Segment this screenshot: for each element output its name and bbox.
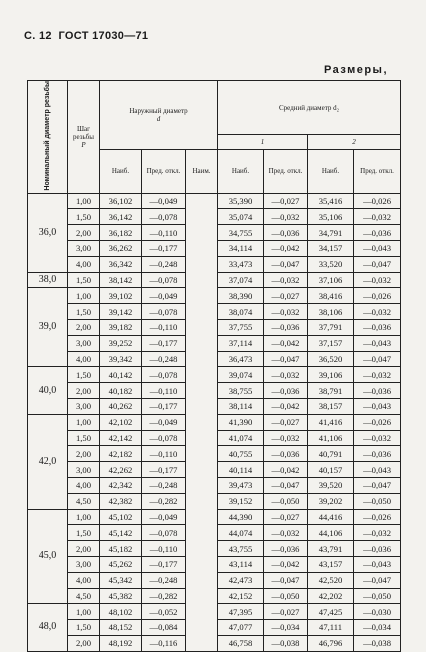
col-pitch-symbol: P [81,140,86,149]
table-row [28,193,401,209]
mid2-max-cell: 39,520 [308,477,354,493]
mid1-dev-cell: —0,032 [264,525,308,541]
pitch-cell: 1,50 [68,304,100,320]
mid2-dev-cell: —0,043 [354,335,401,351]
mid1-max-cell: 40,114 [218,462,264,478]
mid2-max-cell: 42,520 [308,572,354,588]
mid2-dev-cell: —0,026 [354,414,401,430]
mid2-max-cell: 38,791 [308,383,354,399]
col-mid2-max: Наиб. [308,149,354,193]
table-row [28,367,401,383]
mid2-dev-cell: —0,034 [354,620,401,636]
mid2-max-cell: 38,157 [308,398,354,414]
outer-min-cell [186,446,218,462]
pitch-cell: 3,00 [68,240,100,256]
col-outer-max: Наиб. [100,149,142,193]
mid2-max-cell: 39,106 [308,367,354,383]
nominal-diameter-cell: 45,0 [28,509,68,604]
table-row [28,588,401,604]
outer-max-cell: 42,262 [100,462,142,478]
outer-min-cell [186,398,218,414]
outer-min-cell [186,288,218,304]
nominal-diameter-cell: 42,0 [28,414,68,509]
mid2-max-cell: 42,202 [308,588,354,604]
mid2-dev-cell: —0,043 [354,240,401,256]
outer-dev-cell: —0,049 [142,509,186,525]
mid2-max-cell: 41,106 [308,430,354,446]
mid1-dev-cell: —0,050 [264,493,308,509]
mid1-max-cell: 37,755 [218,319,264,335]
mid2-dev-cell: —0,043 [354,556,401,572]
table-row [28,272,401,288]
outer-max-cell: 48,152 [100,620,142,636]
mid2-max-cell: 46,796 [308,635,354,651]
table-row [28,620,401,636]
mid2-max-cell: 37,157 [308,335,354,351]
outer-dev-cell: —0,078 [142,430,186,446]
mid1-max-cell: 35,390 [218,193,264,209]
mid2-dev-cell: —0,043 [354,462,401,478]
pitch-cell: 2,00 [68,383,100,399]
outer-dev-cell: —0,078 [142,367,186,383]
outer-min-cell [186,556,218,572]
mid2-max-cell: 40,157 [308,462,354,478]
outer-group-label: Наружный диаметр [129,106,188,115]
dimensions-table [27,80,401,652]
mid2-max-cell: 34,157 [308,240,354,256]
mid1-max-cell: 42,473 [218,572,264,588]
nominal-diameter-cell: 36,0 [28,193,68,272]
outer-min-cell [186,477,218,493]
outer-dev-cell: —0,248 [142,477,186,493]
outer-max-cell: 48,102 [100,604,142,620]
table-row [28,493,401,509]
outer-dev-cell: —0,078 [142,272,186,288]
pitch-cell: 3,00 [68,398,100,414]
nominal-diameter-cell: 48,0 [28,604,68,651]
outer-min-cell [186,225,218,241]
pitch-cell: 1,00 [68,414,100,430]
table-row [28,572,401,588]
col-outer-dev: Пред. откл. [142,149,186,193]
table-row [28,351,401,367]
mid2-dev-cell: —0,032 [354,367,401,383]
mid2-max-cell: 41,416 [308,414,354,430]
mid2-dev-cell: —0,036 [354,225,401,241]
outer-dev-cell: —0,177 [142,335,186,351]
mid1-max-cell: 34,755 [218,225,264,241]
mid2-max-cell: 37,106 [308,272,354,288]
mid1-dev-cell: —0,042 [264,240,308,256]
table-row [28,304,401,320]
outer-dev-cell: —0,049 [142,414,186,430]
outer-min-cell [186,193,218,209]
table-row [28,604,401,620]
table-row [28,256,401,272]
pitch-cell: 4,00 [68,477,100,493]
outer-dev-cell: —0,110 [142,446,186,462]
outer-min-cell [186,588,218,604]
outer-dev-cell: —0,049 [142,288,186,304]
mid1-dev-cell: —0,047 [264,572,308,588]
outer-min-cell [186,367,218,383]
mid1-max-cell: 38,074 [218,304,264,320]
mid1-max-cell: 47,077 [218,620,264,636]
outer-min-cell [186,256,218,272]
col-pitch-line1: Шаг [76,124,91,133]
mid1-max-cell: 36,473 [218,351,264,367]
mid2-dev-cell: —0,026 [354,509,401,525]
outer-max-cell: 39,102 [100,288,142,304]
outer-min-cell [186,383,218,399]
col-pitch [68,81,100,194]
nominal-diameter-cell: 38,0 [28,272,68,288]
col-mid1-dev: Пред. откл. [264,149,308,193]
mid2-dev-cell: —0,036 [354,319,401,335]
mid1-max-cell: 33,473 [218,256,264,272]
dimensions-table-wrapper [27,80,400,649]
outer-min-cell [186,319,218,335]
pitch-cell: 1,00 [68,288,100,304]
mid1-dev-cell: —0,036 [264,319,308,335]
outer-min-cell [186,572,218,588]
page-header [24,30,148,42]
mid1-dev-cell: —0,050 [264,588,308,604]
outer-max-cell: 40,142 [100,367,142,383]
outer-dev-cell: —0,110 [142,541,186,557]
mid2-dev-cell: —0,026 [354,288,401,304]
outer-group-symbol: d [156,114,161,123]
outer-max-cell: 36,342 [100,256,142,272]
mid2-max-cell: 47,111 [308,620,354,636]
table-row [28,335,401,351]
pitch-cell: 1,00 [68,604,100,620]
table-body [28,193,401,651]
outer-dev-cell: —0,116 [142,635,186,651]
mid1-max-cell: 43,114 [218,556,264,572]
mid1-max-cell: 39,152 [218,493,264,509]
mid1-max-cell: 41,074 [218,430,264,446]
table-row [28,462,401,478]
mid1-dev-cell: —0,042 [264,335,308,351]
mid2-max-cell: 43,157 [308,556,354,572]
table-row [28,509,401,525]
pitch-cell: 4,00 [68,572,100,588]
pitch-cell: 1,00 [68,509,100,525]
mid1-dev-cell: —0,027 [264,604,308,620]
pitch-cell: 1,50 [68,525,100,541]
outer-dev-cell: —0,052 [142,604,186,620]
table-row [28,288,401,304]
mid1-dev-cell: —0,034 [264,620,308,636]
col-mid2-dev: Пред. откл. [354,149,401,193]
mid2-dev-cell: —0,050 [354,588,401,604]
col-subgroup-1: 1 [218,135,308,150]
nominal-diameter-cell: 39,0 [28,288,68,367]
section-label: Размеры, [323,64,388,76]
mid2-dev-cell: —0,032 [354,209,401,225]
nominal-diameter-cell: 40,0 [28,367,68,414]
mid1-dev-cell: —0,042 [264,556,308,572]
pitch-cell: 3,00 [68,335,100,351]
col-group-mid-diameter [218,81,401,135]
outer-dev-cell: —0,248 [142,351,186,367]
outer-min-cell [186,430,218,446]
mid1-dev-cell: —0,032 [264,430,308,446]
mid2-dev-cell: —0,043 [354,398,401,414]
outer-max-cell: 39,142 [100,304,142,320]
mid1-max-cell: 35,074 [218,209,264,225]
mid2-max-cell: 36,520 [308,351,354,367]
outer-dev-cell: —0,110 [142,319,186,335]
mid1-max-cell: 37,074 [218,272,264,288]
mid1-dev-cell: —0,042 [264,398,308,414]
pitch-cell: 3,00 [68,556,100,572]
outer-max-cell: 45,262 [100,556,142,572]
col-subgroup-2: 2 [308,135,401,150]
mid1-dev-cell: —0,036 [264,383,308,399]
pitch-cell: 4,50 [68,588,100,604]
mid2-max-cell: 43,791 [308,541,354,557]
outer-max-cell: 45,142 [100,525,142,541]
mid2-dev-cell: —0,036 [354,446,401,462]
outer-dev-cell: —0,078 [142,304,186,320]
col-mid1-max: Наиб. [218,149,264,193]
outer-dev-cell: —0,282 [142,493,186,509]
mid1-dev-cell: —0,027 [264,193,308,209]
mid1-max-cell: 44,074 [218,525,264,541]
mid1-max-cell: 39,473 [218,477,264,493]
mid2-max-cell: 40,791 [308,446,354,462]
mid2-dev-cell: —0,036 [354,383,401,399]
outer-max-cell: 36,262 [100,240,142,256]
pitch-cell: 2,00 [68,446,100,462]
table-row [28,477,401,493]
outer-max-cell: 39,182 [100,319,142,335]
mid1-dev-cell: —0,032 [264,367,308,383]
outer-min-cell [186,493,218,509]
mid2-dev-cell: —0,047 [354,256,401,272]
table-row [28,541,401,557]
standard-code: ГОСТ 17030—71 [58,30,149,42]
outer-min-cell [186,272,218,288]
table-row [28,319,401,335]
mid1-dev-cell: —0,036 [264,541,308,557]
outer-dev-cell: —0,177 [142,240,186,256]
mid2-dev-cell: —0,030 [354,604,401,620]
col-nominal-label: Номинальный диаметр резьбы [43,81,51,191]
mid2-max-cell: 38,106 [308,304,354,320]
outer-dev-cell: —0,177 [142,398,186,414]
mid1-max-cell: 34,114 [218,240,264,256]
pitch-cell: 1,00 [68,193,100,209]
table-row [28,225,401,241]
outer-max-cell: 36,182 [100,225,142,241]
mid2-max-cell: 37,791 [308,319,354,335]
mid1-max-cell: 38,114 [218,398,264,414]
mid1-dev-cell: —0,047 [264,256,308,272]
mid1-max-cell: 40,755 [218,446,264,462]
mid1-dev-cell: —0,047 [264,351,308,367]
outer-max-cell: 48,192 [100,635,142,651]
outer-max-cell: 39,342 [100,351,142,367]
mid1-dev-cell: —0,042 [264,462,308,478]
table-row [28,556,401,572]
table-row [28,240,401,256]
outer-min-cell [186,414,218,430]
pitch-cell: 1,50 [68,209,100,225]
outer-min-cell [186,335,218,351]
mid2-dev-cell: —0,032 [354,304,401,320]
mid1-dev-cell: —0,032 [264,304,308,320]
outer-max-cell: 36,102 [100,193,142,209]
mid-group-label: Средний диаметр d₂ [279,103,340,112]
outer-dev-cell: —0,177 [142,556,186,572]
outer-max-cell: 40,262 [100,398,142,414]
outer-min-cell [186,525,218,541]
outer-dev-cell: —0,078 [142,209,186,225]
outer-max-cell: 42,102 [100,414,142,430]
mid1-max-cell: 38,390 [218,288,264,304]
mid1-dev-cell: —0,038 [264,635,308,651]
table-row [28,398,401,414]
pitch-cell: 1,50 [68,272,100,288]
mid1-max-cell: 42,152 [218,588,264,604]
mid2-dev-cell: —0,036 [354,541,401,557]
col-nominal-diameter [28,81,68,194]
mid2-max-cell: 38,416 [308,288,354,304]
outer-min-cell [186,304,218,320]
outer-dev-cell: —0,110 [142,225,186,241]
table-row [28,635,401,651]
outer-max-cell: 39,252 [100,335,142,351]
mid1-max-cell: 47,395 [218,604,264,620]
outer-min-cell [186,635,218,651]
table-row [28,209,401,225]
mid2-dev-cell: —0,026 [354,193,401,209]
page-number: С. 12 [24,30,52,42]
mid2-dev-cell: —0,047 [354,572,401,588]
outer-min-cell [186,541,218,557]
outer-min-cell [186,351,218,367]
outer-min-cell [186,209,218,225]
pitch-cell: 3,00 [68,462,100,478]
pitch-cell: 1,50 [68,367,100,383]
mid2-dev-cell: —0,047 [354,351,401,367]
mid1-max-cell: 37,114 [218,335,264,351]
outer-min-cell [186,604,218,620]
table-row [28,414,401,430]
mid2-max-cell: 44,106 [308,525,354,541]
mid2-max-cell: 33,520 [308,256,354,272]
outer-max-cell: 45,182 [100,541,142,557]
mid1-dev-cell: —0,027 [264,414,308,430]
outer-max-cell: 38,142 [100,272,142,288]
outer-max-cell: 36,142 [100,209,142,225]
outer-max-cell: 42,382 [100,493,142,509]
outer-dev-cell: —0,282 [142,588,186,604]
outer-max-cell: 42,142 [100,430,142,446]
mid1-max-cell: 43,755 [218,541,264,557]
col-group-outer-diameter [100,81,218,150]
outer-dev-cell: —0,177 [142,462,186,478]
outer-min-cell [186,240,218,256]
mid2-max-cell: 35,416 [308,193,354,209]
mid1-dev-cell: —0,027 [264,288,308,304]
table-row [28,525,401,541]
mid1-dev-cell: —0,036 [264,225,308,241]
outer-min-cell [186,509,218,525]
pitch-cell: 4,00 [68,351,100,367]
mid2-dev-cell: —0,050 [354,493,401,509]
outer-min-cell [186,620,218,636]
pitch-cell: 1,50 [68,430,100,446]
col-pitch-line2: резьбы [73,132,94,141]
pitch-cell: 2,00 [68,635,100,651]
outer-dev-cell: —0,078 [142,525,186,541]
mid1-max-cell: 39,074 [218,367,264,383]
outer-min-cell [186,462,218,478]
pitch-cell: 4,00 [68,256,100,272]
mid2-dev-cell: —0,032 [354,272,401,288]
outer-dev-cell: —0,110 [142,383,186,399]
mid1-dev-cell: —0,036 [264,446,308,462]
mid2-max-cell: 47,425 [308,604,354,620]
col-outer-min: Наим. [186,149,218,193]
mid1-dev-cell: —0,032 [264,209,308,225]
mid1-dev-cell: —0,027 [264,509,308,525]
outer-max-cell: 45,382 [100,588,142,604]
mid1-dev-cell: —0,047 [264,477,308,493]
outer-dev-cell: —0,248 [142,256,186,272]
outer-max-cell: 45,102 [100,509,142,525]
table-row [28,383,401,399]
mid2-dev-cell: —0,038 [354,635,401,651]
outer-dev-cell: —0,248 [142,572,186,588]
pitch-cell: 2,00 [68,319,100,335]
pitch-cell: 4,50 [68,493,100,509]
mid2-max-cell: 44,416 [308,509,354,525]
table-row [28,446,401,462]
outer-max-cell: 40,182 [100,383,142,399]
mid2-max-cell: 39,202 [308,493,354,509]
outer-dev-cell: —0,049 [142,193,186,209]
table-row [28,430,401,446]
mid2-dev-cell: —0,047 [354,477,401,493]
mid2-max-cell: 35,106 [308,209,354,225]
pitch-cell: 2,00 [68,225,100,241]
mid1-max-cell: 38,755 [218,383,264,399]
mid1-max-cell: 44,390 [218,509,264,525]
mid1-max-cell: 41,390 [218,414,264,430]
mid2-max-cell: 34,791 [308,225,354,241]
outer-dev-cell: —0,084 [142,620,186,636]
pitch-cell: 1,50 [68,620,100,636]
outer-max-cell: 42,182 [100,446,142,462]
outer-max-cell: 45,342 [100,572,142,588]
outer-max-cell: 42,342 [100,477,142,493]
mid1-max-cell: 46,758 [218,635,264,651]
mid2-dev-cell: —0,032 [354,525,401,541]
mid1-dev-cell: —0,032 [264,272,308,288]
pitch-cell: 2,00 [68,541,100,557]
mid2-dev-cell: —0,032 [354,430,401,446]
